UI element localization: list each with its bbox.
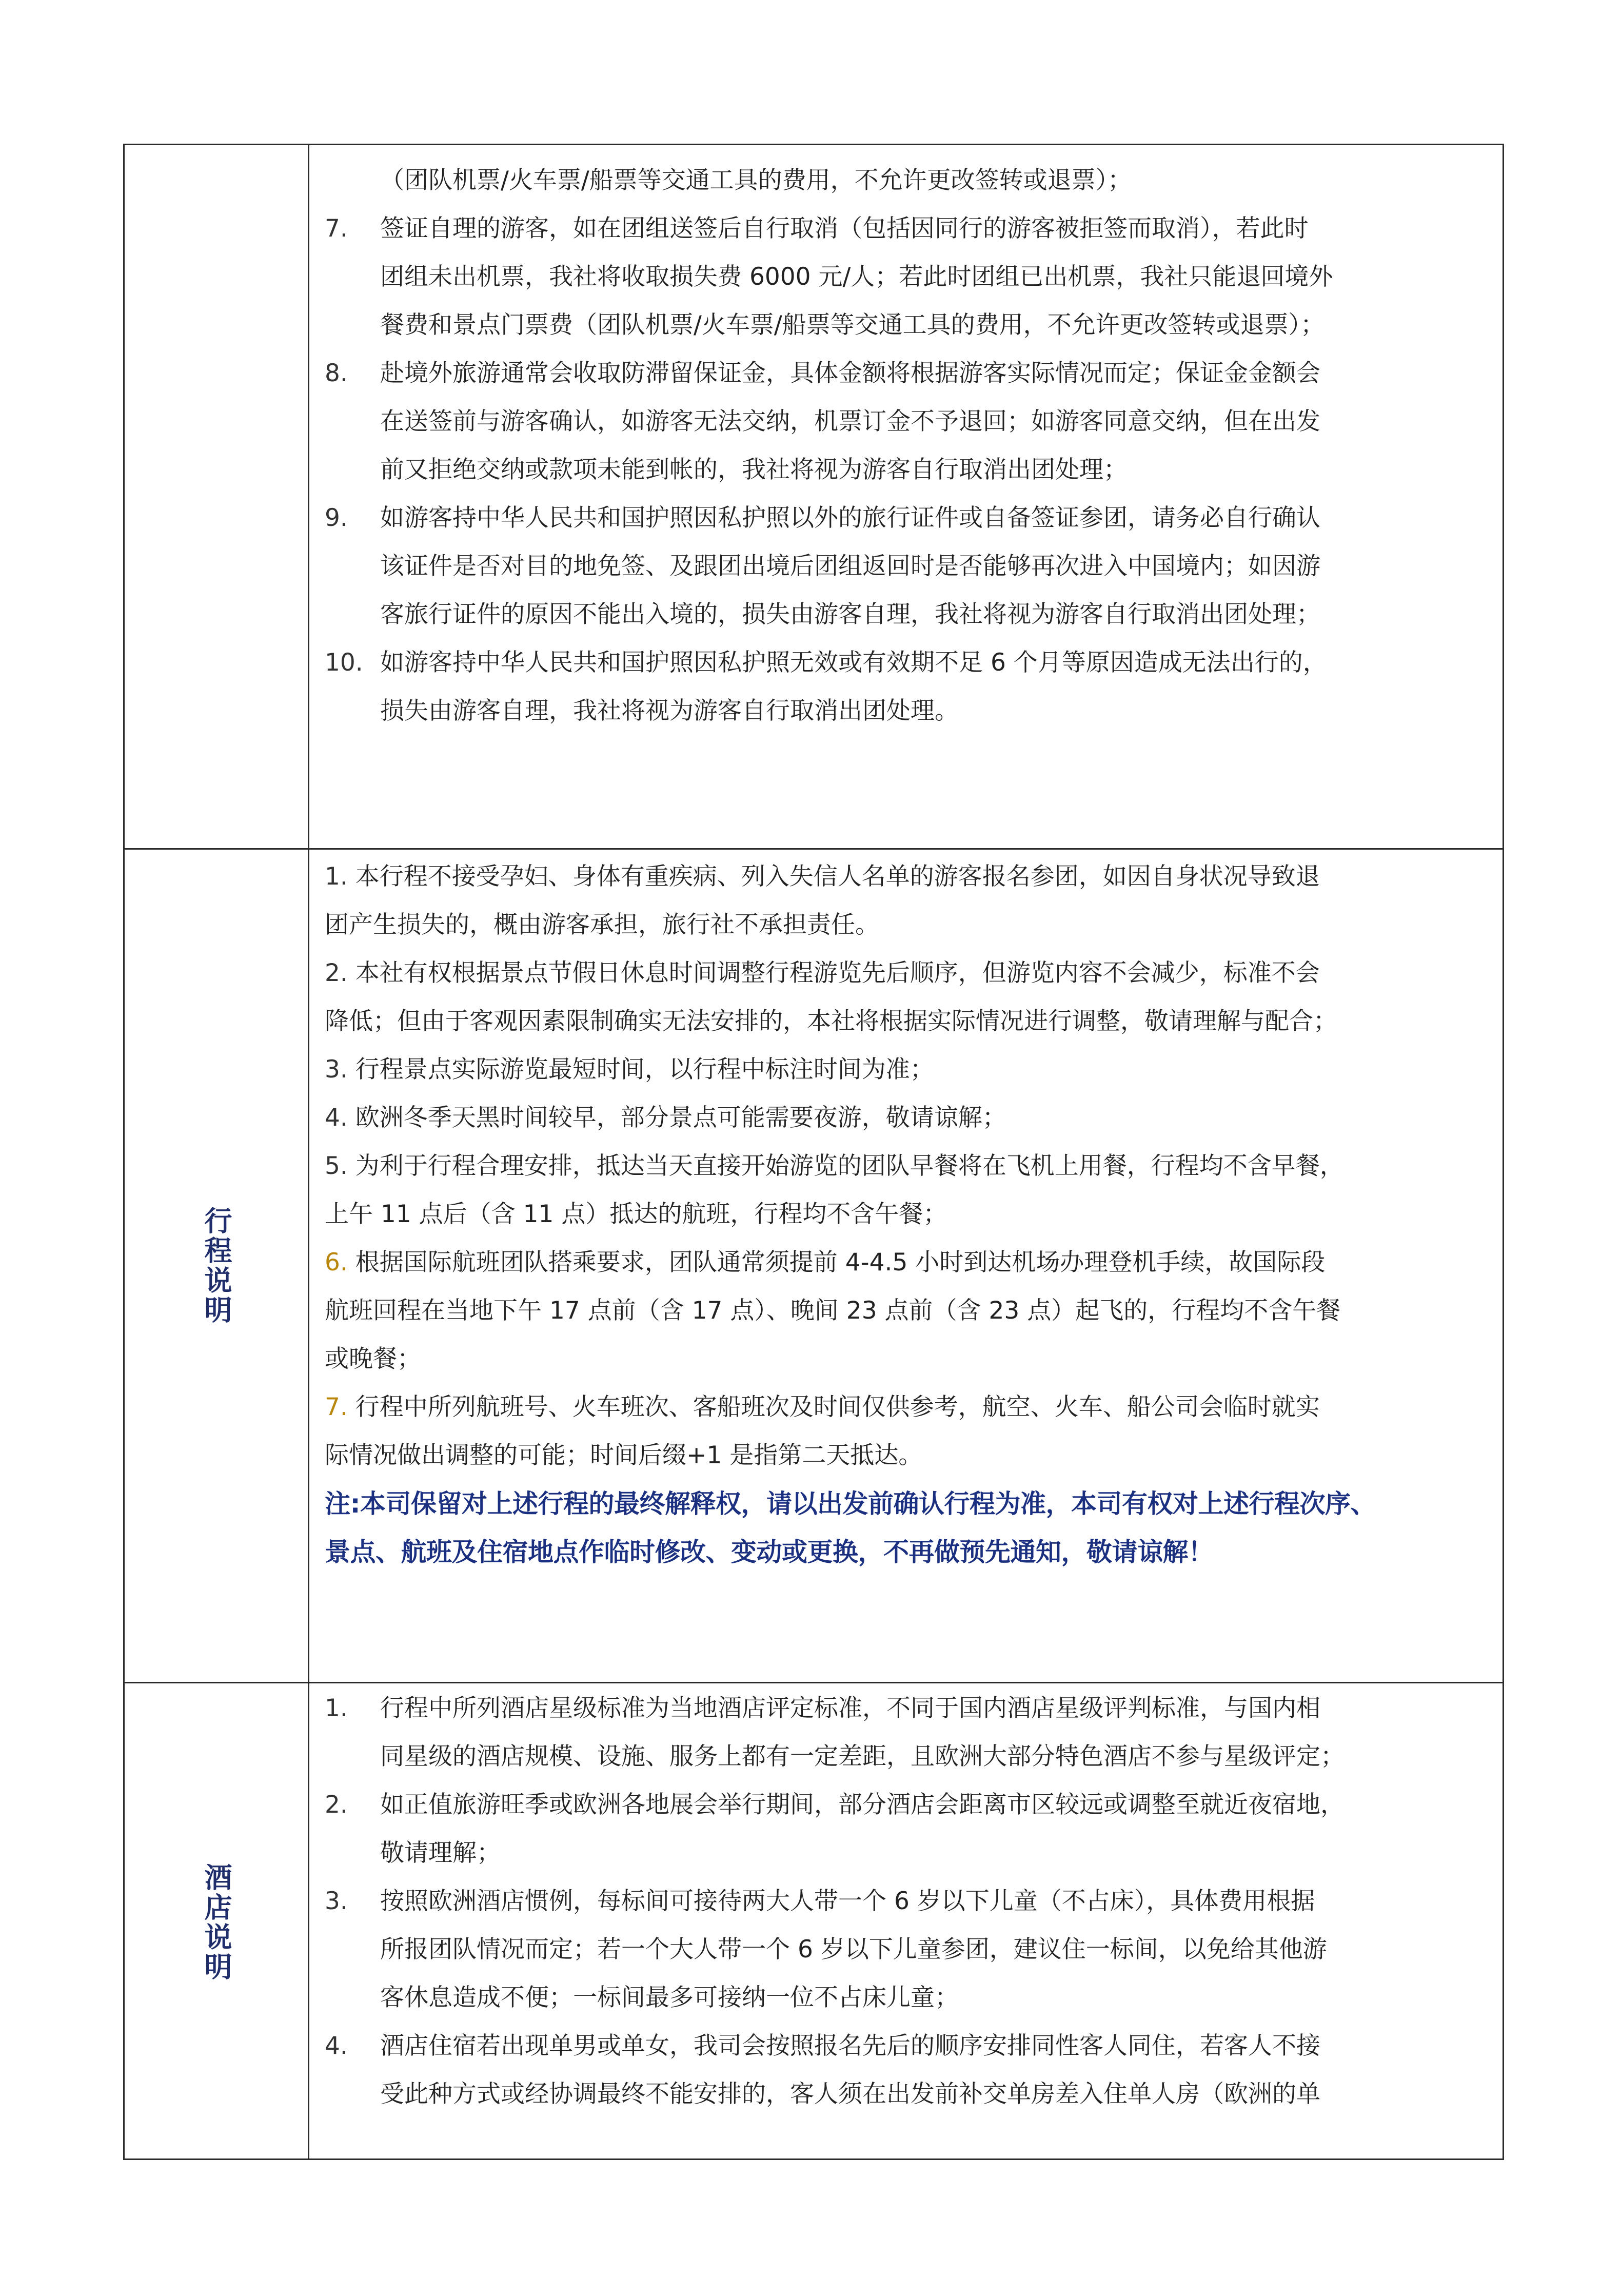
list-item-text: 为利于行程合理安排，抵达当天直接开始游览的团队早餐将在飞机上用餐，行程均不含早餐， xyxy=(355,1152,1344,1180)
hotel-content xyxy=(325,1684,1488,2118)
list-number: 3. xyxy=(325,1887,348,1915)
list-item-text: 客休息造成不便；一标间最多可接纳一位不占床儿童； xyxy=(380,1984,959,2012)
disclaimer-note: 景点、航班及住宿地点作临时修改、变动或更换，不再做预先通知，敬请谅解！ xyxy=(325,1537,1214,1567)
list-item-text: 团组未出机票，我社将收取损失费 6000 元/人；若此时团组已出机票，我社只能退回境外 xyxy=(380,263,1333,291)
list-number: 7. xyxy=(325,1393,348,1421)
list-number: 4. xyxy=(325,1104,348,1132)
list-item-text: 敬请理解； xyxy=(380,1839,501,1867)
list-item-text: （团队机票/火车票/船票等交通工具的费用，不允许更改签转或退票）； xyxy=(380,166,1132,194)
disclaimer-note: 注:本司保留对上述行程的最终解释权，请以出发前确认行程为准，本司有权对上述行程次序、 xyxy=(325,1489,1376,1519)
list-item-text: 欧洲冬季天黑时间较早，部分景点可能需要夜游，敬请谅解； xyxy=(355,1104,1006,1132)
row-label-cell xyxy=(125,145,308,848)
row-label-cell xyxy=(125,1683,308,2162)
list-number: 7. xyxy=(325,214,348,243)
row-cancellation-continued xyxy=(125,145,1503,848)
list-item-text: 前又拒绝交纳或款项未能到帐的，我社将视为游客自行取消出团处理； xyxy=(380,456,1128,484)
list-number: 9. xyxy=(325,504,348,532)
list-item-text: 际情况做出调整的可能；时间后缀+1 是指第二天抵达。 xyxy=(325,1441,923,1469)
list-number: 8. xyxy=(325,359,348,387)
cancellation-content xyxy=(325,156,1488,735)
list-number: 2. xyxy=(325,1791,348,1819)
list-number: 10. xyxy=(325,649,363,677)
list-item-text: 损失由游客自理，我社将视为游客自行取消出团处理。 xyxy=(380,697,959,725)
list-number: 1. xyxy=(325,1694,348,1722)
list-item-text: 航班回程在当地下午 17 点前（含 17 点）、晚间 23 点前（含 23 点）起飞的，行程均不含午餐 xyxy=(325,1297,1341,1325)
list-item-text: 客旅行证件的原因不能出入境的，损失由游客自理，我社将视为游客自行取消出团处理； xyxy=(380,600,1320,629)
list-item-text: 如游客持中华人民共和国护照因私护照以外的旅行证件或自备签证参团，请务必自行确认 xyxy=(380,504,1320,532)
list-item-text: 签证自理的游客，如在团组送签后自行取消（包括因同行的游客被拒签而取消），若此时 xyxy=(380,214,1309,243)
row-hotel xyxy=(125,1683,1503,2162)
list-item-text: 团产生损失的，概由游客承担，旅行社不承担责任。 xyxy=(325,911,879,939)
list-item-text: 上午 11 点后（含 11 点）抵达的航班，行程均不含午餐； xyxy=(325,1200,947,1228)
list-item-text: 本社有权根据景点节假日休息时间调整行程游览先后顺序，但游览内容不会减少，标准不会 xyxy=(355,959,1320,987)
list-item-text: 受此种方式或经协调最终不能安排的，客人须在出发前补交单房差入住单人房（欧洲的单 xyxy=(380,2080,1320,2108)
list-item-text: 所报团队情况而定；若一个大人带一个 6 岁以下儿童参团，建议住一标间，以免给其他游 xyxy=(380,1935,1327,1964)
list-item-text: 行程中所列酒店星级标准为当地酒店评定标准，不同于国内酒店星级评判标准，与国内相 xyxy=(380,1694,1320,1722)
itinerary-content xyxy=(325,853,1488,1576)
list-item-text: 如游客持中华人民共和国护照因私护照无效或有效期不足 6 个月等原因造成无法出行的， xyxy=(380,649,1327,677)
list-number: 3. xyxy=(325,1055,348,1084)
list-item-text: 同星级的酒店规模、设施、服务上都有一定差距，且欧洲大部分特色酒店不参与星级评定； xyxy=(380,1742,1345,1771)
list-number: 6. xyxy=(325,1248,348,1277)
list-item-text: 赴境外旅游通常会收取防滞留保证金，具体金额将根据游客实际情况而定；保证金金额会 xyxy=(380,359,1320,387)
list-item-text: 或晚餐； xyxy=(325,1345,421,1373)
list-item-text: 如正值旅游旺季或欧洲各地展会举行期间，部分酒店会距离市区较远或调整至就近夜宿地， xyxy=(380,1791,1345,1819)
list-item-text: 行程中所列航班号、火车班次、客船班次及时间仅供参考，航空、火车、船公司会临时就实 xyxy=(355,1393,1320,1421)
list-item-text: 行程景点实际游览最短时间，以行程中标注时间为准； xyxy=(355,1055,934,1084)
list-item-text: 本行程不接受孕妇、身体有重疾病、列入失信人名单的游客报名参团，如因自身状况导致退 xyxy=(355,862,1320,891)
list-number: 5. xyxy=(325,1152,348,1180)
list-item-text: 餐费和景点门票费（团队机票/火车票/船票等交通工具的费用，不允许更改签转或退票）； xyxy=(380,311,1325,339)
list-item-text: 根据国际航班团队搭乘要求，团队通常须提前 4-4.5 小时到达机场办理登机手续，故国际段 xyxy=(355,1248,1326,1277)
list-item-text: 酒店住宿若出现单男或单女，我司会按照报名先后的顺序安排同性客人同住，若客人不接 xyxy=(380,2032,1320,2060)
itinerary-label: 行程说明 xyxy=(200,1206,232,1325)
info-table xyxy=(123,144,1504,2160)
list-item-text: 该证件是否对目的地免签、及跟团出境后团组返回时是否能够再次进入中国境内；如因游 xyxy=(380,552,1320,580)
row-itinerary xyxy=(125,850,1503,1682)
list-item-text: 降低；但由于客观因素限制确实无法安排的，本社将根据实际情况进行调整，敬请理解与配合； xyxy=(325,1007,1337,1035)
list-number: 2. xyxy=(325,959,348,987)
hotel-label: 酒店说明 xyxy=(200,1863,232,1982)
list-number: 4. xyxy=(325,2032,348,2060)
row-label-cell xyxy=(125,850,308,1682)
list-item-text: 在送签前与游客确认，如游客无法交纳，机票订金不予退回；如游客同意交纳，但在出发 xyxy=(380,407,1320,436)
list-item-text: 按照欧洲酒店惯例，每标间可接待两大人带一个 6 岁以下儿童（不占床），具体费用根据 xyxy=(380,1887,1315,1915)
list-number: 1. xyxy=(325,862,348,891)
